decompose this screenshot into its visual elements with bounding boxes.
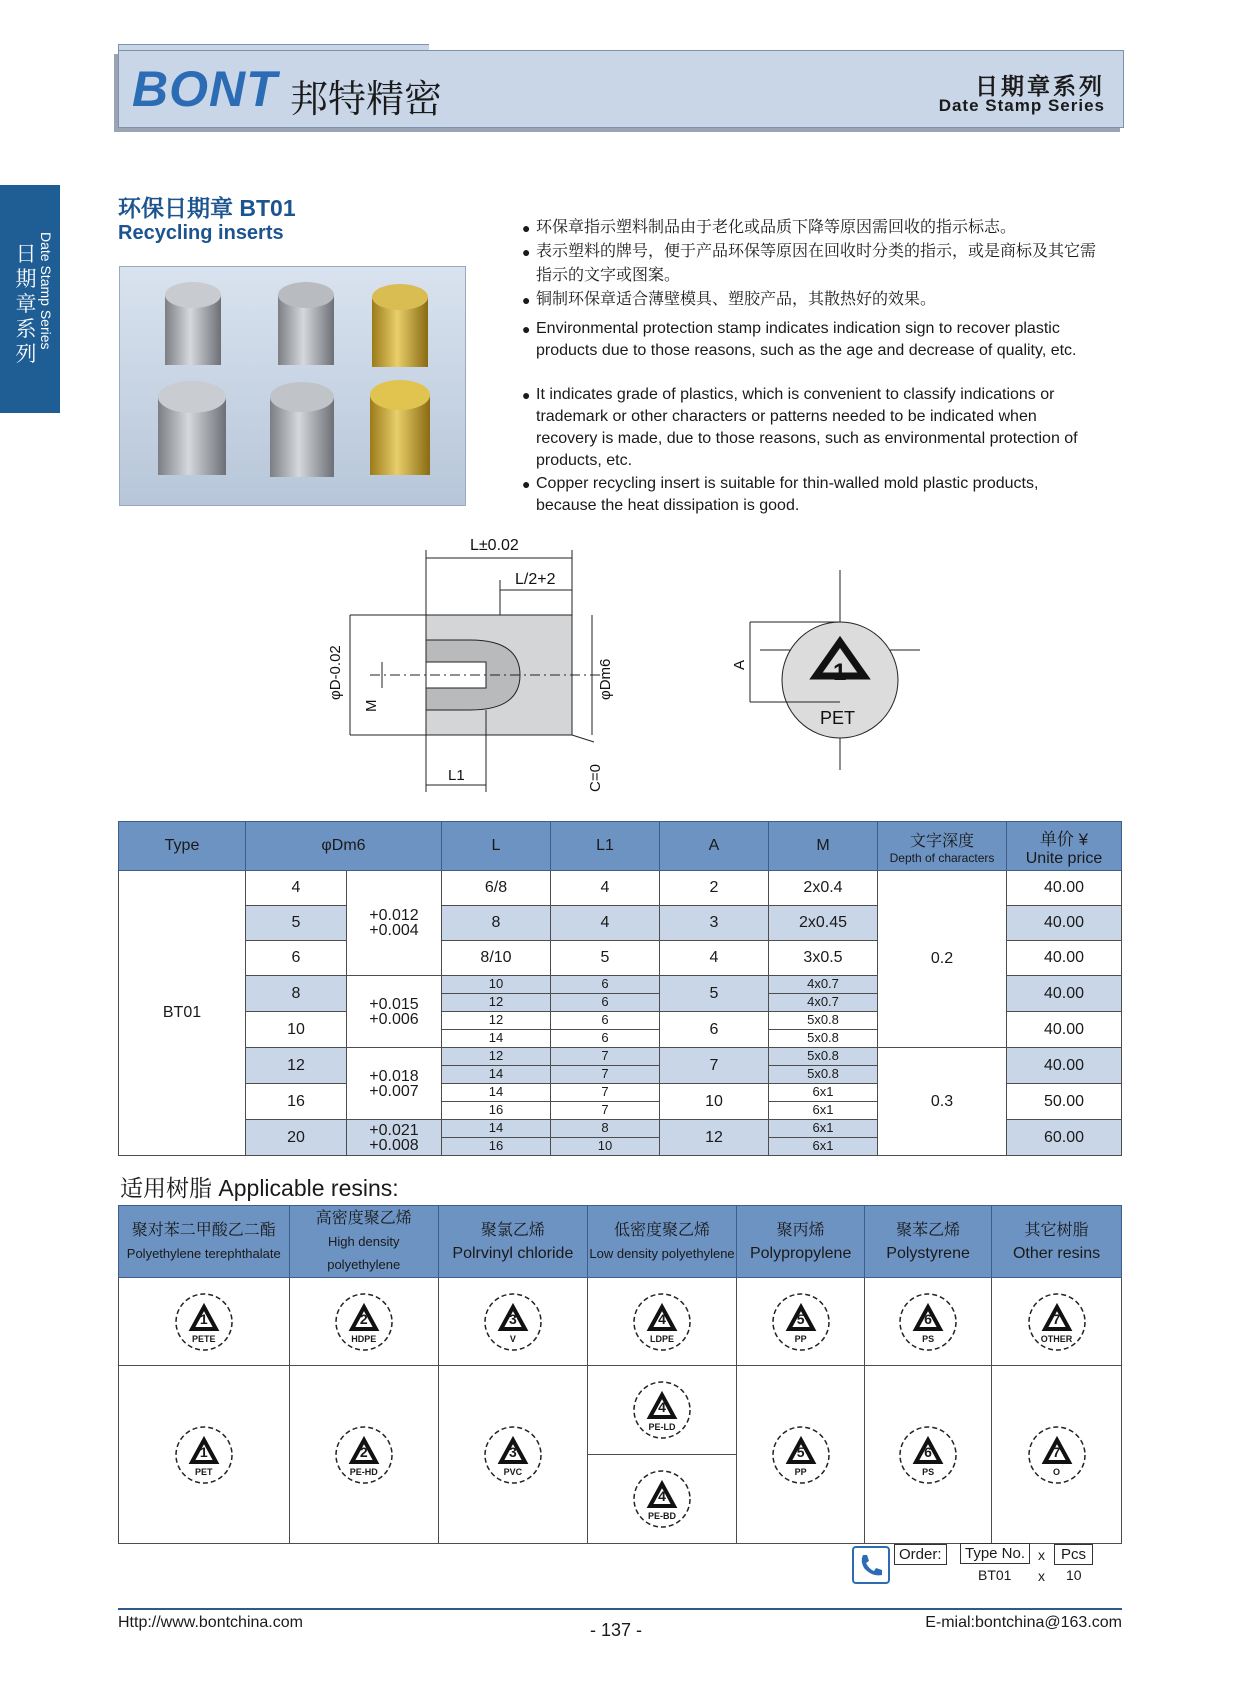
- resin-abbrev: PP: [794, 1466, 807, 1477]
- a-cell: 12: [660, 1120, 769, 1156]
- m-value: 6x1: [812, 1138, 834, 1153]
- footer-url[interactable]: Http://www.bontchina.com: [118, 1614, 303, 1631]
- l1-value: 8: [551, 1120, 659, 1138]
- logo: BONT: [132, 61, 278, 117]
- l1-value: 4: [600, 879, 610, 896]
- resin-cell: [587, 1366, 736, 1544]
- resin-abbrev: PE-BD: [648, 1511, 677, 1521]
- l-value: 8/10: [480, 949, 512, 966]
- col-type: Type: [119, 822, 246, 871]
- price-cell: 40.00: [1007, 906, 1122, 941]
- m-value: 2x0.45: [798, 914, 848, 931]
- a-cell: 4: [660, 941, 769, 976]
- desc-en-2: ● It indicates grade of plastics, which is convenient to classify indications or trademark or other characters or patterns needed to be indicated when recovery is made, due to those reasons, such as environmental protection of products, etc.: [522, 386, 1078, 469]
- resin-code: 2: [359, 1443, 368, 1460]
- order-example-type: BT01: [978, 1567, 1012, 1583]
- footer-line: [118, 1608, 1122, 1610]
- l1-value: 6: [601, 1030, 609, 1045]
- resin-cell: [865, 1278, 992, 1366]
- a-cell: 7: [660, 1048, 769, 1084]
- order-x-1: x: [1038, 1547, 1045, 1563]
- resin-table: [118, 1205, 1122, 1544]
- l-value: 10: [442, 976, 550, 994]
- resin-cell: [992, 1366, 1122, 1544]
- l1-value: 7: [601, 1102, 609, 1117]
- a-cell: 2: [660, 871, 769, 906]
- resin-header: 聚对苯二甲酸乙二酯 Polyethylene terephthalate: [119, 1206, 290, 1278]
- footer-email[interactable]: E-mial:bontchina@163.com: [925, 1614, 1122, 1631]
- brass-insert-1: [372, 284, 428, 367]
- l-value: 14: [488, 1030, 504, 1045]
- product-title-cn: 环保日期章 BT01: [118, 195, 296, 221]
- l1-value: 7: [551, 1084, 659, 1102]
- resin-code: 5: [796, 1443, 805, 1460]
- series-title-cn: 日期章系列: [975, 73, 1105, 99]
- tolerance-cell: +0.018 +0.007: [347, 1048, 442, 1120]
- dim-l-tol: L±0.02: [470, 537, 519, 554]
- price-cell: 50.00: [1007, 1084, 1122, 1120]
- side-tab-cn: 日期章系列: [15, 243, 37, 366]
- a-cell: 6: [660, 1012, 769, 1048]
- price-cell: 40.00: [1007, 976, 1122, 1012]
- m-value: 5x0.8: [807, 1066, 839, 1081]
- tolerance-cell: +0.015 +0.006: [347, 976, 442, 1048]
- page-number: - 137 -: [590, 1620, 643, 1640]
- dim-m: M: [363, 699, 380, 712]
- l-value: 16: [488, 1102, 504, 1117]
- resin-abbrev: PE-LD: [648, 1422, 676, 1432]
- resin-code: 6: [924, 1310, 932, 1327]
- m-value: 6x1: [769, 1120, 877, 1138]
- l1-value: 6: [551, 976, 659, 994]
- steel-insert-1: [165, 282, 221, 365]
- resin-cell: [992, 1278, 1122, 1366]
- resin-code: 3: [508, 1310, 517, 1327]
- price-cell: 40.00: [1007, 1048, 1122, 1084]
- steel-insert-4: [270, 382, 334, 477]
- resin-cell: [865, 1366, 992, 1544]
- desc-cn-2: ● 表示塑料的牌号，便于产品环保等原因在回收时分类的指示，或是商标及其它需指示的文字或图案。: [522, 243, 1097, 284]
- dim-a: A: [731, 659, 748, 670]
- recycle-symbol-icon: [1026, 1291, 1088, 1353]
- m-value: 5x0.8: [769, 1048, 877, 1066]
- resin-abbrev: PE-HD: [349, 1466, 378, 1477]
- type-cell: BT01: [119, 871, 246, 1156]
- m-value: 6x1: [812, 1102, 834, 1117]
- col-l1: L1: [551, 822, 660, 871]
- m-value: 2x0.4: [803, 879, 843, 896]
- dm6-cell: 16: [246, 1084, 347, 1120]
- recycle-symbol-icon: [482, 1291, 544, 1353]
- recycle-symbol-icon: [897, 1291, 959, 1353]
- resin-header: 高密度聚乙烯 High density polyethylene: [289, 1206, 438, 1278]
- resin-cell: [737, 1278, 865, 1366]
- tolerance-cell: +0.012 +0.004: [347, 871, 442, 976]
- recycle-symbol-icon: [482, 1424, 544, 1486]
- price-cell: 40.00: [1007, 941, 1122, 976]
- dim-l-half: L/2+2: [515, 571, 556, 588]
- m-value: 5x0.8: [769, 1012, 877, 1030]
- resin-code: 2: [359, 1310, 368, 1327]
- resin-header: 其它树脂 Other resins: [992, 1206, 1122, 1278]
- side-tab-en: Date Stamp Series: [38, 232, 54, 350]
- desc-cn-3: ● 铜制环保章适合薄壁模具、塑胶产品，其散热好的效果。: [522, 291, 937, 308]
- resin-cell: [289, 1278, 438, 1366]
- col-dm6: φDm6: [246, 822, 442, 871]
- desc-cn-1: ● 环保章指示塑料制品由于老化或品质下降等原因需回收的指示标志。: [522, 219, 1017, 236]
- resin-code: 3: [508, 1443, 517, 1460]
- price-cell: 40.00: [1007, 871, 1122, 906]
- technical-drawing: [320, 530, 940, 800]
- m-value: 4x0.7: [807, 994, 839, 1009]
- dm6-cell: 12: [246, 1048, 347, 1084]
- recycle-symbol-icon: [333, 1291, 395, 1353]
- resin-header: 低密度聚乙烯 Low density polyethylene: [587, 1206, 736, 1278]
- recycle-symbol-icon: [770, 1424, 832, 1486]
- brand-name: 邦特精密: [290, 77, 443, 121]
- resin-code: 4: [658, 1399, 666, 1415]
- depth-cell: 0.2: [878, 871, 1007, 1048]
- order-type-no: Type No.: [960, 1543, 1030, 1564]
- product-title-en: Recycling inserts: [118, 222, 284, 244]
- m-value: 6x1: [769, 1084, 877, 1102]
- recycle-symbol-icon: [631, 1379, 693, 1441]
- spec-table: [118, 821, 1122, 1156]
- dim-l1: L1: [448, 767, 465, 784]
- price-cell: 40.00: [1007, 1012, 1122, 1048]
- resin-cell: [119, 1278, 290, 1366]
- resin-header: 聚氯乙烯 Polrvinyl chloride: [438, 1206, 587, 1278]
- resin-abbrev: PS: [922, 1466, 935, 1477]
- spec-row: [119, 1048, 1122, 1084]
- l1-value: 4: [600, 914, 610, 931]
- dm6-cell: 4: [246, 871, 347, 906]
- desc-en-1: ● Environmental protection stamp indicates indication sign to recover plastic products due to those reasons, such as the age and decrease of quality, etc.: [522, 320, 1077, 359]
- order-x-2: x: [1038, 1568, 1045, 1584]
- series-title-en: Date Stamp Series: [938, 96, 1105, 115]
- recycle-symbol-icon: [333, 1424, 395, 1486]
- depth-cell: 0.3: [878, 1048, 1007, 1156]
- dm6-cell: 10: [246, 1012, 347, 1048]
- m-value: 5x0.8: [807, 1030, 839, 1045]
- resin-abbrev: PETE: [191, 1333, 216, 1344]
- symbol-pet: PET: [820, 708, 856, 728]
- brass-insert-2: [370, 380, 430, 475]
- resin-code: 7: [1052, 1310, 1061, 1327]
- l-value: 12: [442, 1012, 550, 1030]
- a-cell: 5: [660, 976, 769, 1012]
- resin-cell: [289, 1366, 438, 1544]
- resin-code: 5: [796, 1310, 805, 1327]
- resin-abbrev: O: [1053, 1466, 1061, 1477]
- l1-value: 10: [597, 1138, 613, 1153]
- steel-insert-2: [278, 282, 334, 365]
- recycle-symbol-icon: [1026, 1424, 1088, 1486]
- resin-cell: [438, 1366, 587, 1544]
- resin-abbrev: LDPE: [650, 1333, 675, 1344]
- l-value: 14: [442, 1084, 550, 1102]
- l-value: 8: [491, 914, 501, 931]
- resins-title: 适用树脂 Applicable resins:: [120, 1175, 399, 1201]
- l1-value: 7: [601, 1066, 609, 1081]
- order-pcs: Pcs: [1054, 1544, 1093, 1565]
- resin-abbrev: V: [509, 1333, 516, 1344]
- dm6-cell: 20: [246, 1120, 347, 1156]
- order-example-qty: 10: [1066, 1567, 1082, 1583]
- col-m: M: [769, 822, 878, 871]
- phone-order-icon: [852, 1546, 890, 1584]
- recycle-symbol-icon: [897, 1424, 959, 1486]
- product-photo: [119, 266, 466, 506]
- a-cell: 10: [660, 1084, 769, 1120]
- dim-c0: C=0: [587, 764, 604, 792]
- resin-abbrev: HDPE: [351, 1333, 377, 1344]
- resin-code: 6: [924, 1443, 932, 1460]
- resin-cell: [438, 1278, 587, 1366]
- resin-abbrev: PVC: [503, 1466, 523, 1477]
- m-value: 3x0.5: [803, 949, 843, 966]
- resin-code: 7: [1052, 1443, 1061, 1460]
- symbol-number: 1: [833, 659, 847, 686]
- l1-value: 7: [551, 1048, 659, 1066]
- l-value: 14: [488, 1066, 504, 1081]
- resin-code: 1: [199, 1310, 208, 1327]
- recycle-symbol-icon: [173, 1291, 235, 1353]
- resin-code: 1: [199, 1443, 208, 1460]
- resin-cell: [737, 1366, 865, 1544]
- resin-cell: [119, 1366, 290, 1544]
- col-depth: 文字深度 Depth of characters: [878, 822, 1007, 871]
- order-label: Order:: [894, 1544, 947, 1565]
- spec-row: [119, 871, 1122, 906]
- col-price: 单价 ¥ Unite price: [1007, 822, 1122, 871]
- price-cell: 60.00: [1007, 1120, 1122, 1156]
- resin-abbrev: PET: [194, 1466, 213, 1477]
- dm6-cell: 6: [246, 941, 347, 976]
- steel-insert-3: [158, 381, 226, 475]
- col-a: A: [660, 822, 769, 871]
- recycle-symbol-icon: [631, 1468, 693, 1530]
- l1-value: 6: [551, 1012, 659, 1030]
- recycle-symbol-icon: [770, 1291, 832, 1353]
- resin-abbrev: PP: [794, 1333, 807, 1344]
- a-cell: 3: [660, 906, 769, 941]
- tolerance-cell: +0.021 +0.008: [347, 1120, 442, 1156]
- m-value: 4x0.7: [769, 976, 877, 994]
- l-value: 14: [442, 1120, 550, 1138]
- dim-phi-dm6: φDm6: [597, 658, 614, 700]
- l-value: 12: [442, 1048, 550, 1066]
- desc-en-3: ● Copper recycling insert is suitable for thin-walled mold plastic products, because the heat dissipation is good.: [522, 475, 1039, 514]
- l-value: 16: [488, 1138, 504, 1153]
- resin-header: 聚苯乙烯 Polystyrene: [865, 1206, 992, 1278]
- l1-value: 5: [600, 949, 610, 966]
- resin-abbrev: PS: [922, 1333, 935, 1344]
- l1-value: 6: [601, 994, 609, 1009]
- l-value: 6/8: [484, 879, 508, 896]
- dm6-cell: 5: [246, 906, 347, 941]
- resin-abbrev: OTHER: [1040, 1333, 1073, 1344]
- resin-code: 4: [658, 1488, 666, 1504]
- l-value: 12: [488, 994, 504, 1009]
- resin-code: 4: [658, 1310, 666, 1327]
- dim-phi-d: φD-0.02: [327, 645, 344, 700]
- resin-header: 聚丙烯 Polypropylene: [737, 1206, 865, 1278]
- recycle-symbol-icon: [173, 1424, 235, 1486]
- resin-cell: [587, 1278, 736, 1366]
- col-l: L: [442, 822, 551, 871]
- recycle-symbol-icon: [631, 1291, 693, 1353]
- dm6-cell: 8: [246, 976, 347, 1012]
